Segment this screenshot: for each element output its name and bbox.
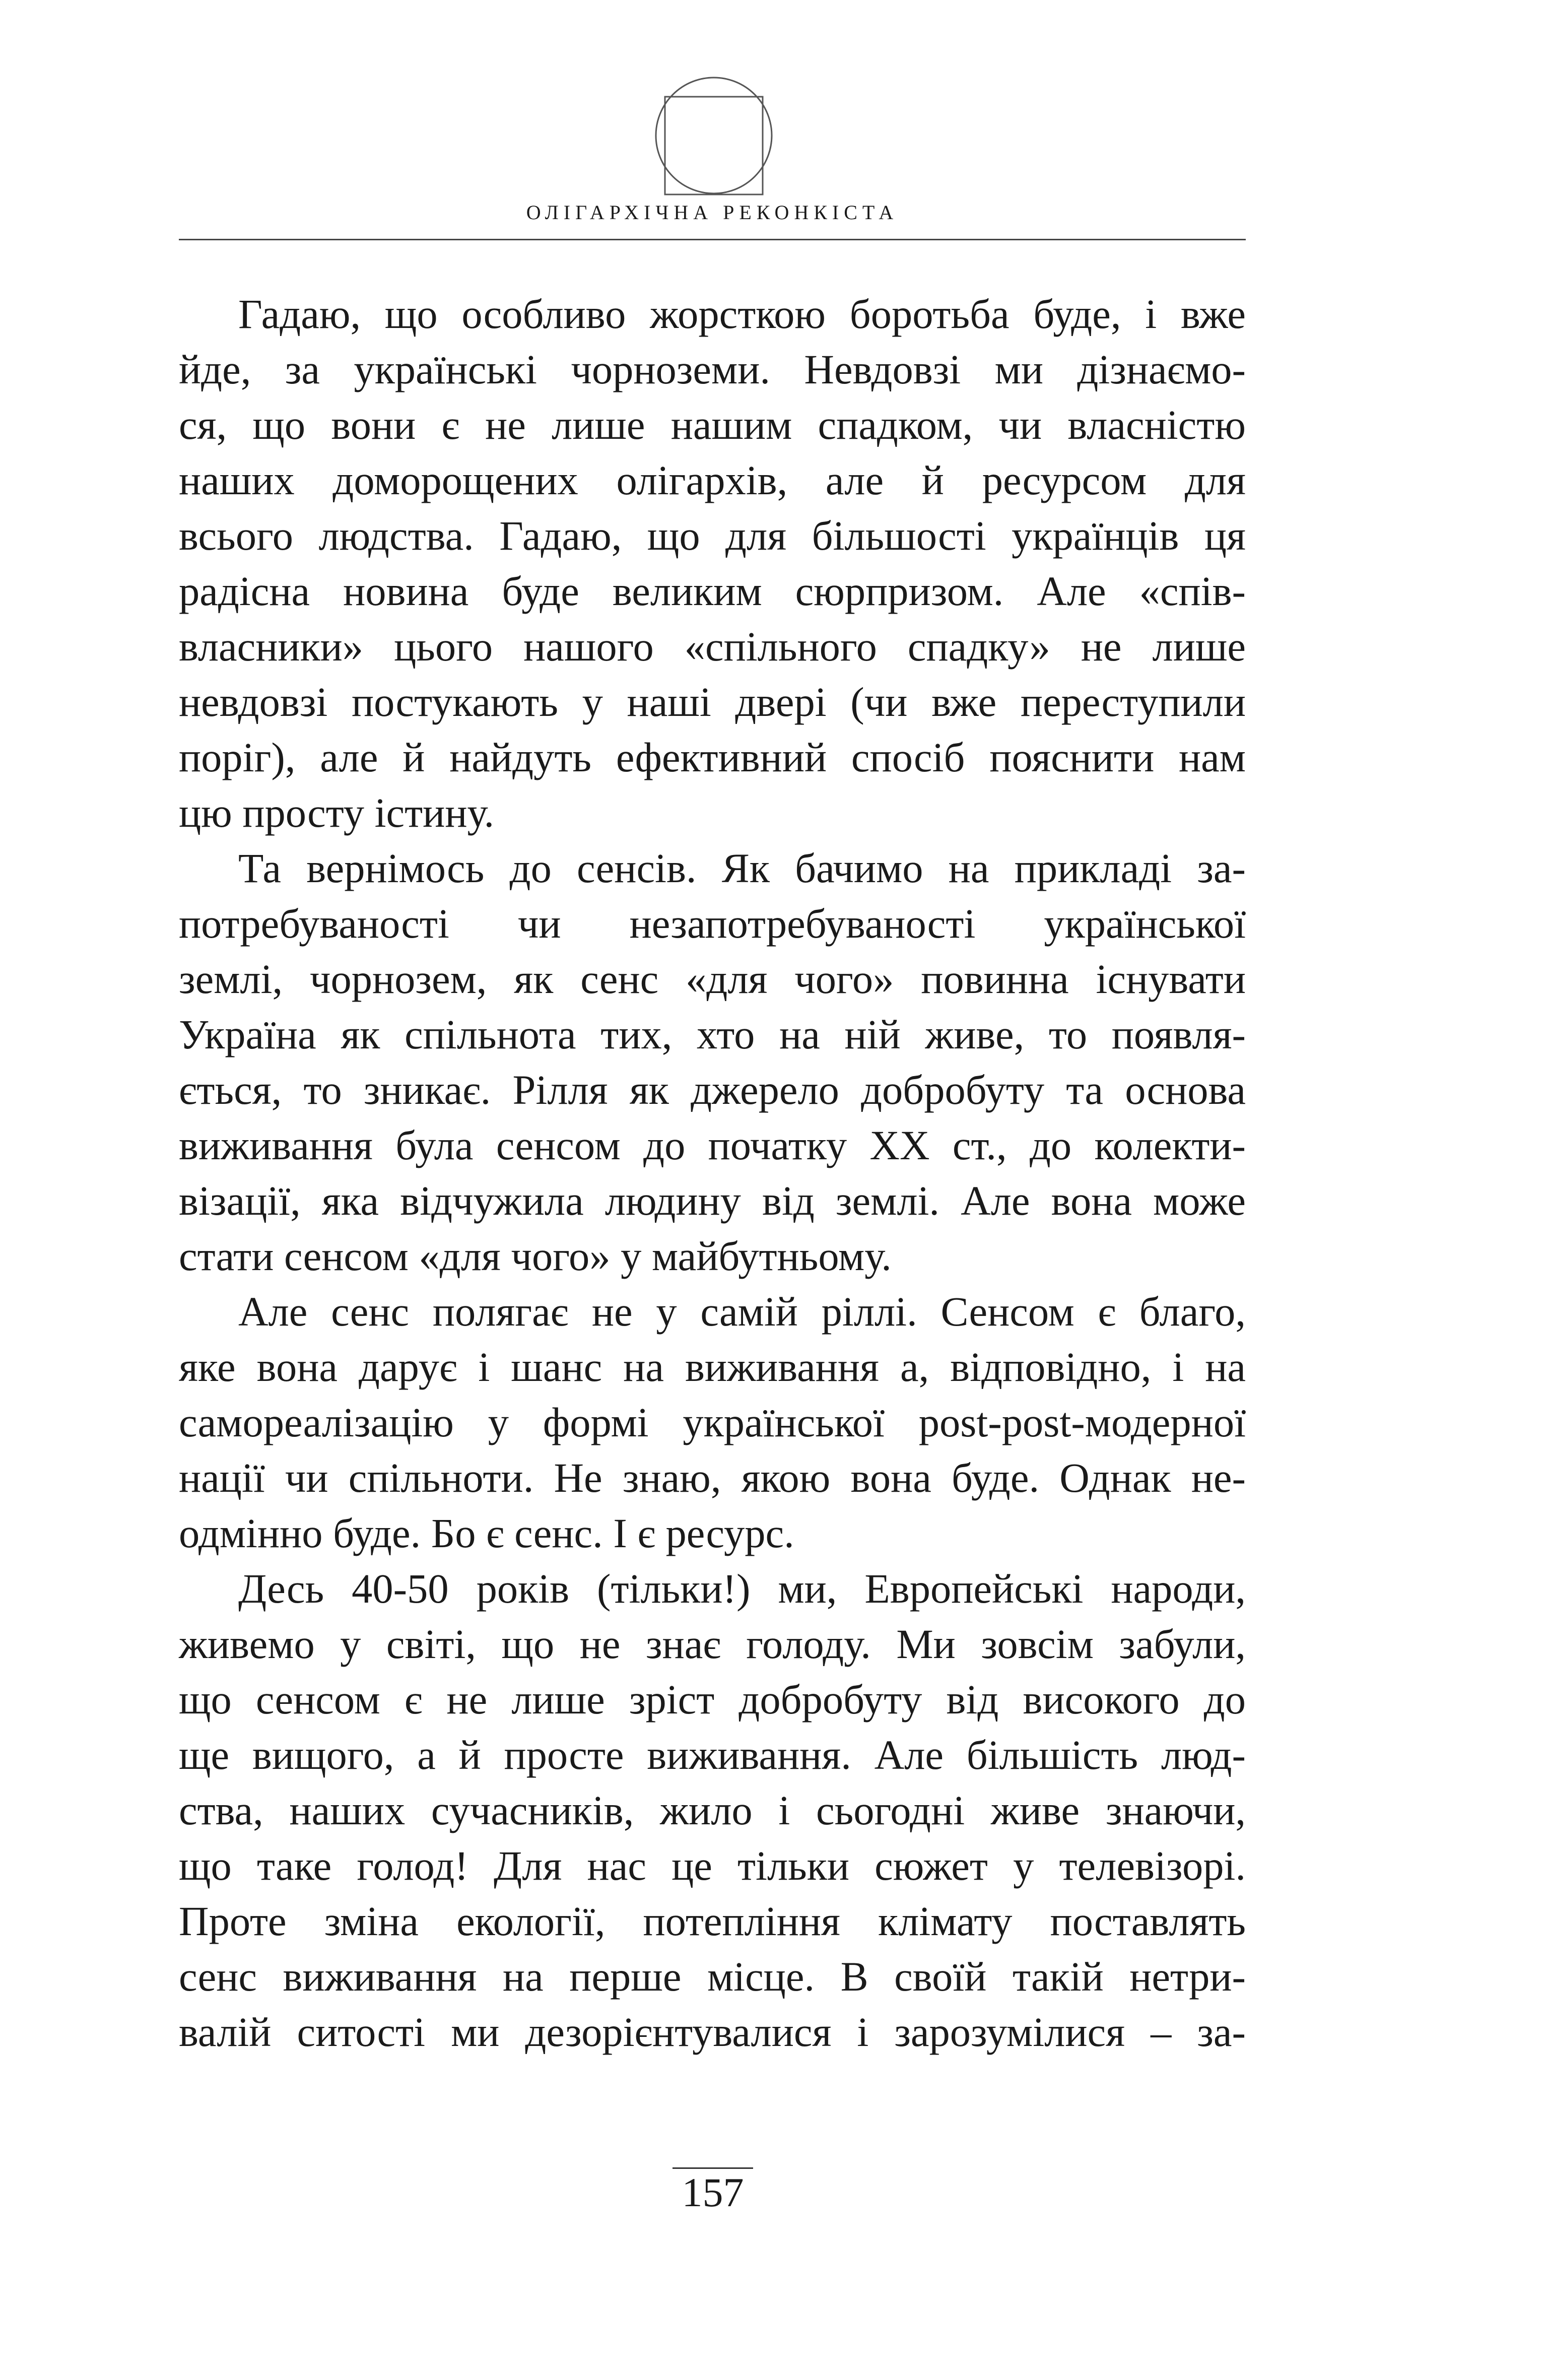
text-line: ється, то зникає. Рілля як джерело добробуту та основа xyxy=(179,1067,1246,1113)
text-line: стати сенсом «для чого» у майбутньому. xyxy=(179,1233,892,1279)
text-line: сенс виживання на перше місце. В своїй такій нетри- xyxy=(179,1953,1246,2000)
text-line: валій ситості ми дезорієнтувалися і зарозумілися – за- xyxy=(179,2009,1246,2055)
text-line: Десь 40-50 років (тільки!) ми, Европейські народи, xyxy=(238,1565,1246,1612)
text-line: виживання була сенсом до початку XX ст., до колекти- xyxy=(179,1122,1246,1168)
header-divider xyxy=(179,239,1246,240)
text-line: невдовзі постукають у наші двері (чи вже переступили xyxy=(179,679,1246,725)
page-number: 157 xyxy=(672,2167,753,2213)
paragraph xyxy=(179,1561,1246,2060)
paragraph xyxy=(179,1284,1246,1561)
paragraph xyxy=(179,840,1246,1284)
text-line: поріг), але й найдуть ефективний спосіб пояснити нам xyxy=(179,734,1246,780)
text-line: Гадаю, що особливо жорсткою боротьба буде, і вже xyxy=(238,291,1246,337)
body-text xyxy=(179,286,1246,2060)
text-line: Україна як спільнота тих, хто на ній живе, то появля- xyxy=(179,1011,1246,1057)
text-line: живемо у світі, що не знає голоду. Ми зовсім забули, xyxy=(179,1621,1246,1667)
text-line: нації чи спільноти. Не знаю, якою вона буде. Однак не- xyxy=(179,1455,1246,1501)
text-line: радісна новина буде великим сюрпризом. Але «спів- xyxy=(179,568,1246,614)
text-line: землі, чорнозем, як сенс «для чого» повинна існувати xyxy=(179,956,1246,1002)
text-line: потребуваності чи незапотребуваності української xyxy=(179,900,1246,947)
running-head: ОЛІГАРХІЧНА РЕКОНКІСТА xyxy=(526,201,899,224)
text-line: що таке голод! Для нас це тільки сюжет у телевізорі. xyxy=(179,1842,1246,1889)
text-line: що сенсом є не лише зріст добробуту від високого до xyxy=(179,1676,1246,1723)
text-line: яке вона дарує і шанс на виживання а, відповідно, і на xyxy=(179,1344,1246,1390)
text-line: цю просту істину. xyxy=(179,789,495,836)
text-line: ства, наших сучасників, жило і сьогодні живе знаючи, xyxy=(179,1787,1246,1833)
text-line: ся, що вони є не лише нашим спадком, чи власністю xyxy=(179,402,1246,448)
text-line: візації, яка відчужила людину від землі. Але вона може xyxy=(179,1177,1246,1224)
paragraph xyxy=(179,286,1246,840)
text-line: йде, за українські чорноземи. Невдовзі ми дізнаємо- xyxy=(179,346,1246,392)
text-line: власники» цього нашого «спільного спадку» не лише xyxy=(179,623,1246,670)
text-line: наших доморощених олігархів, але й ресурсом для xyxy=(179,457,1246,503)
text-line: всього людства. Гадаю, що для більшості українців ця xyxy=(179,512,1246,559)
header-emblem-icon xyxy=(654,76,774,195)
text-line: Але сенс полягає не у самій ріллі. Сенсом є благо, xyxy=(238,1288,1246,1335)
text-line: самореалізацію у формі української post-post-модерної xyxy=(179,1399,1246,1445)
text-line: одмінно буде. Бо є сенс. І є ресурс. xyxy=(179,1510,794,1556)
text-line: ще вищого, а й просте виживання. Але більшість люд- xyxy=(179,1732,1246,1778)
text-line: Та вернімось до сенсів. Як бачимо на прикладі за- xyxy=(238,845,1246,891)
text-line: Проте зміна екології, потепління клімату поставлять xyxy=(179,1898,1246,1944)
